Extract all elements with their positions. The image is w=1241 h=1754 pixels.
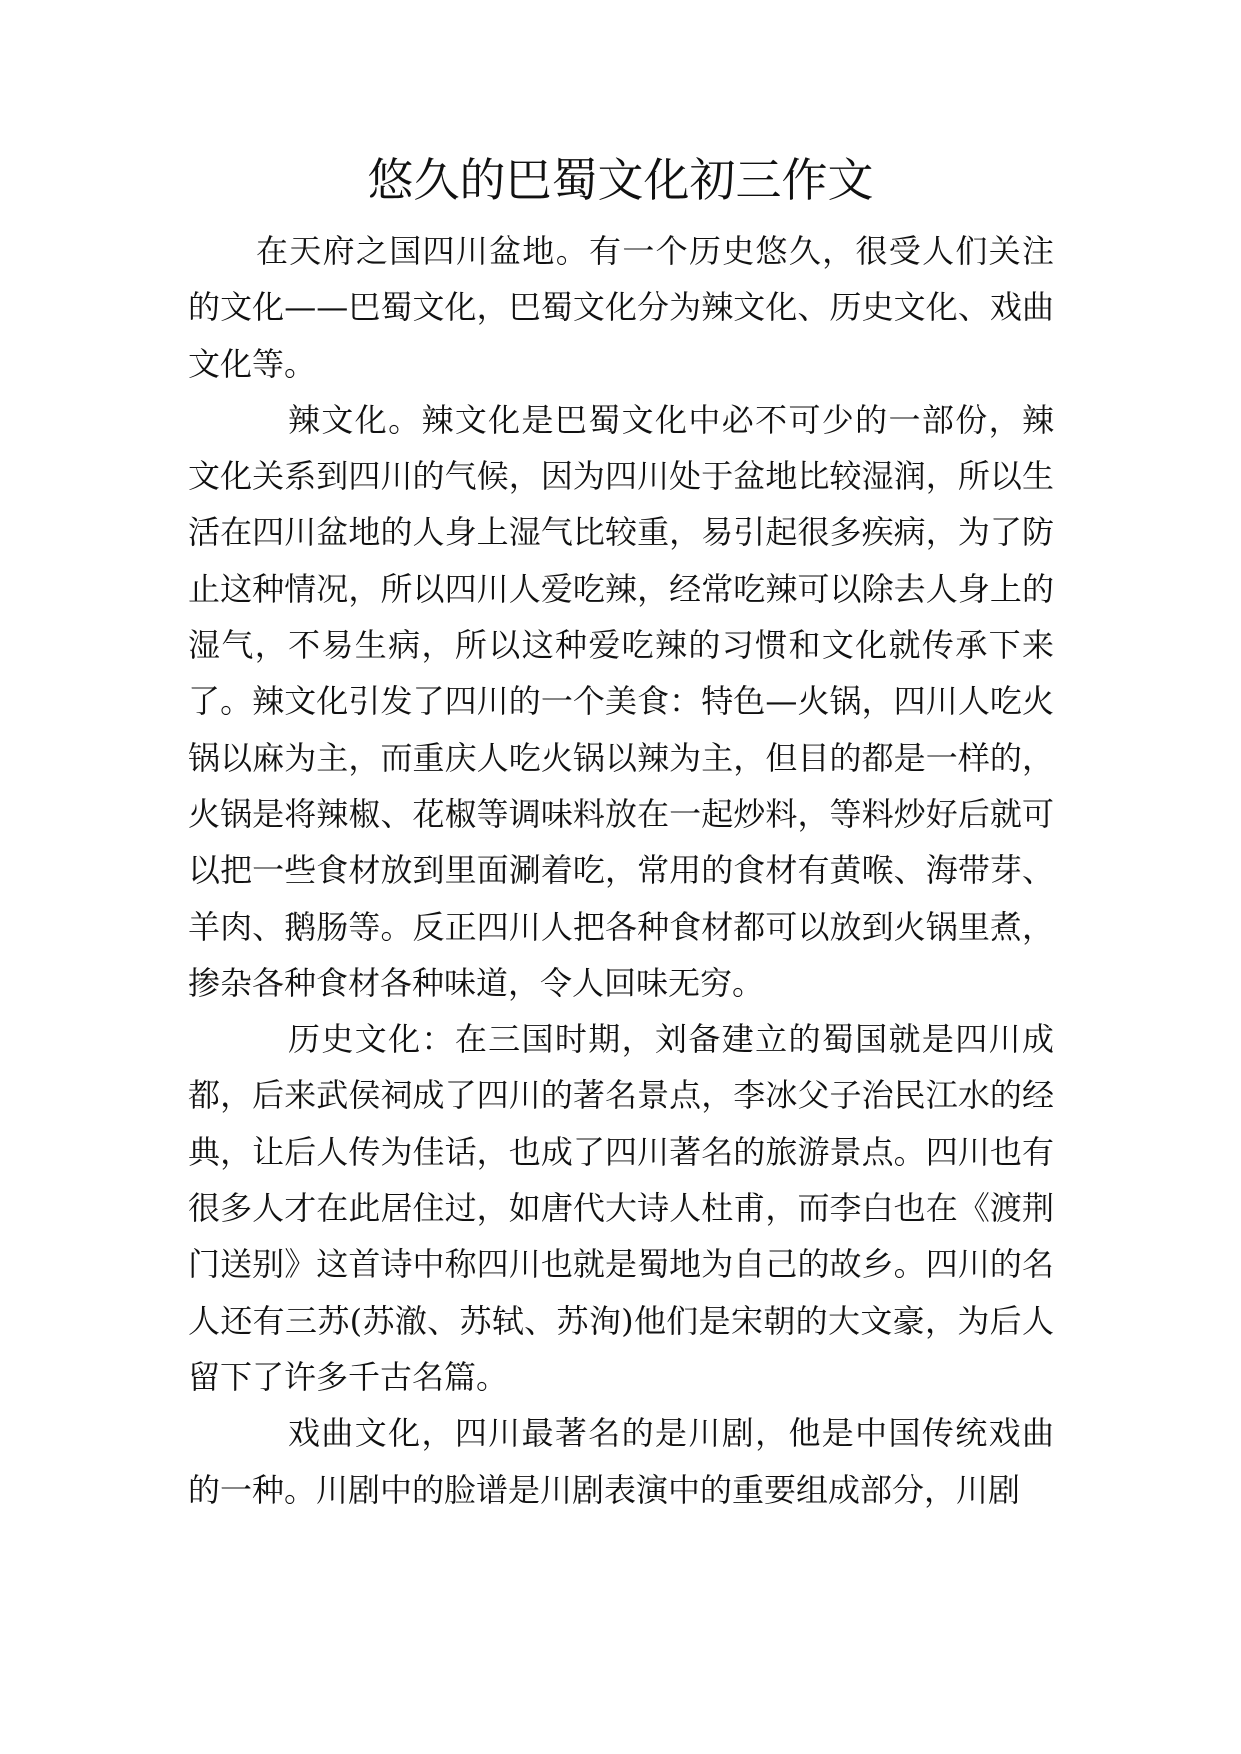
document-body xyxy=(188,223,1054,1518)
paragraph-opera-culture: 戏曲文化，四川最著名的是川剧，他是中国传统戏曲的一种。川剧中的脸谱是川剧表演中的重要组成部分，川剧 xyxy=(188,1414,1054,1509)
paragraph-history-culture: 历史文化：在三国时期，刘备建立的蜀国就是四川成都，后来武侯祠成了四川的著名景点，李冰父子治民江水的经典，让后人传为佳话，也成了四川著名的旅游景点。四川也有很多人才在此居住过，如唐代大诗人杜甫，而李白也在《渡荆门送别》这首诗中称四川也就是蜀地为自己的故乡。四川的名人还有三苏(苏澈、苏轼、苏洵)他们是宋朝的大文豪，为后人留下了许多千古名篇。 xyxy=(188,1020,1054,1396)
document-title: 悠久的巴蜀文化初三作文 xyxy=(367,153,874,207)
paragraph-intro: 在天府之国四川盆地。有一个历史悠久，很受人们关注的文化——巴蜀文化，巴蜀文化分为辣文化、历史文化、戏曲文化等。 xyxy=(188,232,1054,383)
paragraph-spicy-culture: 辣文化。辣文化是巴蜀文化中必不可少的一部份，辣文化关系到四川的气候，因为四川处于盆地比较湿润，所以生活在四川盆地的人身上湿气比较重，易引起很多疾病，为了防止这种情况，所以四川人爱吃辣，经常吃辣可以除去人身上的湿气，不易生病，所以这种爱吃辣的习惯和文化就传承下来了。辣文化引发了四川的一个美食：特色—火锅，四川人吃火锅以麻为主，而重庆人吃火锅以辣为主，但目的都是一样的，火锅是将辣椒、花椒等调味料放在一起炒料，等料炒好后就可以把一些食材放到里面涮着吃，常用的食材有黄喉、海带芽、羊肉、鹅肠等。反正四川人把各种食材都可以放到火锅里煮，掺杂各种食材各种味道，令人回味无穷。 xyxy=(188,400,1054,1002)
